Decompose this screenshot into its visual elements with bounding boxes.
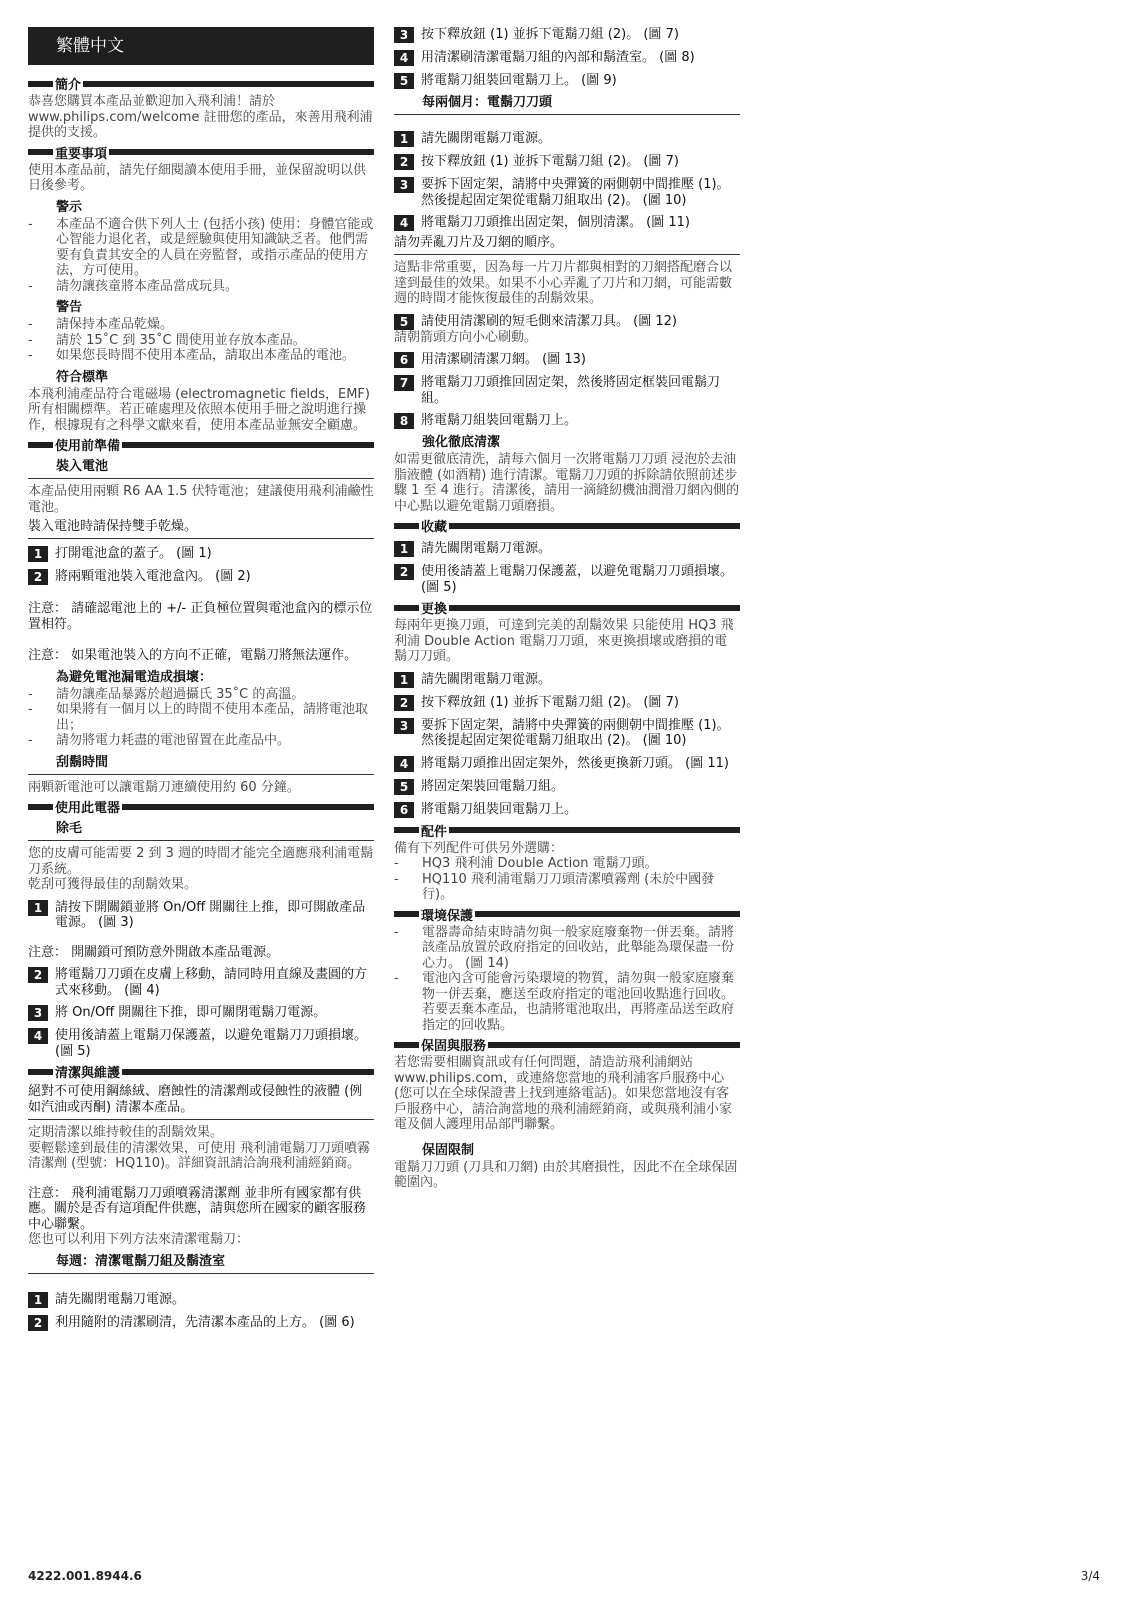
step-item: 3 要拆下固定架，請將中央彈簧的兩側朝中間推壓 (1)。然後提起固定架從電鬍刀組取出 (2)。 (圖 10)	[394, 177, 740, 208]
step-item: 5 請使用清潔刷的短毛側來清潔刀具。 (圖 12)	[394, 314, 740, 330]
shave-time-text: 兩顆新電池可以讓電鬍刀連續使用約 60 分鐘。	[28, 779, 300, 795]
danger-heading: 警示	[56, 199, 83, 215]
weekly-heading: 每週：清潔電鬍刀組及鬍渣室	[28, 1254, 374, 1274]
battery-text: 本產品使用兩顆 R6 AA 1.5 伏特電池；建議使用飛利浦鹼性電池。	[28, 484, 374, 515]
compliance-heading: 符合標準	[56, 369, 109, 385]
limits-heading: 保固限制	[422, 1142, 475, 1158]
step-item: 1 請先關閉電鬍刀電源。	[394, 541, 740, 557]
environment-list	[394, 925, 740, 1034]
step-item: 2 使用後請蓋上電鬍刀保護蓋，以避免電鬍刀刀頭損壞。 (圖 5)	[394, 564, 740, 595]
deep-clean-text: 如需更徹底清洗，請每六個月一次將電鬍刀刀頭 浸泡於去油脂液體 (如酒精) 進行清潔。電鬍刀刀頭的拆除請依照前述步驟 1 至 4 進行。清潔後，請用一滴縫紉機油潤滑刀網內側的中心點以避免電鬍刀頭磨損。	[394, 452, 740, 514]
list-item: - 請保持本產品乾燥。	[28, 317, 174, 332]
left-column	[28, 27, 374, 1335]
step-item: 2 利用隨附的清潔刷清，先清潔本產品的上方。 (圖 6)	[28, 1315, 374, 1331]
compliance-text: 本飛利浦產品符合電磁場 (electromagnetic fields，EMF) 所有相關標準。若正確處理及依照本使用手冊之說明進行操作，根據現有之科學文獻來看，使用本產品並無安全顧慮。	[28, 386, 370, 433]
step-item: 1 打開電池盒的蓋子。 (圖 1)	[28, 546, 374, 562]
note-text: 注意： 如果電池裝入的方向不正確，電鬍刀將無法運作。	[28, 648, 358, 663]
clean-text: 要輕鬆達到最佳的清潔效果，可使用 飛利浦電鬍刀刀頭噴霧清潔劑 (型號：HQ110)。詳細資訊請洽詢飛利浦經銷商。	[28, 1140, 371, 1171]
accessories-list	[394, 856, 740, 903]
step-item: 4 將電鬍刀刀頭推出固定架，個別清潔。 (圖 11)	[394, 215, 740, 231]
section-heading-clean: 清潔與維護	[28, 1063, 374, 1080]
document-code: 4222.001.8944.6	[28, 1569, 142, 1583]
step-item: 1 請先關閉電鬍刀電源。	[28, 1292, 374, 1308]
caution-list	[28, 317, 374, 364]
list-item: - 請於 15˚C 到 35˚C 間使用並存放本產品。	[28, 332, 306, 348]
danger-list	[28, 217, 374, 295]
clean-text: 您也可以利用下列方法來清潔電鬍刀：	[28, 1232, 250, 1247]
clean-warning: 絕對不可使用鋼絲絨、磨蝕性的清潔劑或侵蝕性的液體 (例如汽油或丙酮) 清潔本產品。	[28, 1084, 374, 1120]
section-heading-warranty: 保固與服務	[394, 1036, 740, 1053]
right-column	[394, 27, 740, 1194]
step-item: 6 將電鬍刀組裝回電鬍刀上。	[394, 802, 740, 818]
dry-hands-warning: 裝入電池時請保持雙手乾燥。	[28, 519, 374, 539]
shaving-heading: 除毛	[28, 821, 374, 841]
section-heading-accessories: 配件	[394, 822, 740, 839]
step-item: 8 將電鬍刀組裝回電鬍刀上。	[394, 413, 740, 429]
deep-clean-heading: 強化徹底清潔	[422, 435, 501, 450]
list-item: - HQ3 飛利浦 Double Action 電鬍刀頭。	[394, 856, 658, 871]
intro-text: 恭喜您購買本產品並歡迎加入飛利浦！請於 www.philips.com/welcome 註冊您的產品，來善用飛利浦提供的支援。	[28, 94, 373, 140]
step-item: 1 請按下開關鎖並將 On/Off 開關往上推，即可開啟產品電源。 (圖 3)	[28, 900, 374, 931]
bimonthly-heading: 每兩個月：電鬍刀刀頭	[394, 95, 740, 115]
section-heading-environment: 環境保護	[394, 906, 740, 923]
accessories-text: 備有下列配件可供另外選購：	[394, 840, 564, 856]
section-heading-intro: 簡介	[28, 75, 374, 92]
step-item: 4 用清潔刷清潔電鬍刀組的內部和鬍渣室。 (圖 8)	[394, 50, 740, 66]
list-item: - 請勿讓孩童將本產品當成玩具。	[28, 278, 239, 294]
note-text: 注意： 請確認電池上的 +/- 正負極位置與電池盒內的標示位置相符。	[28, 601, 373, 632]
step-item: 2 按下釋放鈕 (1) 並拆下電鬍刀組 (2)。 (圖 7)	[394, 695, 740, 711]
shaving-text: 乾刮可獲得最佳的刮鬍效果。	[28, 877, 198, 892]
list-item: - 如果您長時間不使用本產品，請取出本產品的電池。	[28, 348, 356, 363]
leak-heading: 為避免電池漏電造成損壞：	[56, 669, 213, 685]
note-text: 注意： 飛利浦電鬍刀刀頭噴霧清潔劑 並非所有國家都有供應。關於是否有這項配件供應，請與您所在國家的顧客服務中心聯繫。	[28, 1185, 367, 1232]
limits-text: 電鬍刀刀頭 (刀具和刀網) 由於其磨損性，因此不在全球保固範圍內。	[394, 1159, 738, 1190]
step-item: 7 將電鬍刀刀頭推回固定架，然後將固定框裝回電鬍刀組。	[394, 375, 740, 406]
note-text: 注意： 開關鎖可預防意外開啟本產品電源。	[28, 944, 280, 960]
step-item: 1 請先關閉電鬍刀電源。	[394, 131, 740, 147]
section-heading-use: 使用此電器	[28, 798, 374, 815]
battery-heading: 裝入電池	[28, 459, 374, 479]
warranty-text: 若您需要相關資訊或有任何問題，請造訪飛利浦網站 www.philips.com，或連絡您當地的飛利浦客戶服務中心 (您可以在全球保證書上找到連絡電話)。如果您當地沒有客戶服務中心，請洽詢當地的飛利浦經銷商，或與飛利浦小家電及個人護理用品部門聯繫。	[394, 1055, 733, 1132]
section-heading-prepare: 使用前準備	[28, 436, 374, 453]
list-item: - 請勿將電力耗盡的電池留置在此產品中。	[28, 733, 291, 748]
section-heading-storage: 收藏	[394, 517, 740, 534]
step-item: 4 將電鬍刀頭推出固定架外，然後更換新刀頭。 (圖 11)	[394, 756, 740, 772]
step-item: 2 將兩顆電池裝入電池盒內。 (圖 2)	[28, 569, 374, 585]
step-item: 3 按下釋放鈕 (1) 並拆下電鬍刀組 (2)。 (圖 7)	[394, 27, 740, 43]
step-item: 3 將 On/Off 開關往下推，即可關閉電鬍刀電源。	[28, 1005, 374, 1021]
section-heading-replace: 更換	[394, 599, 740, 616]
order-warning: 請勿弄亂刀片及刀網的順序。	[394, 235, 740, 255]
step-item: 1 請先關閉電鬍刀電源。	[394, 672, 740, 688]
step-item: 5 將固定架裝回電鬍刀組。	[394, 779, 740, 795]
step-item: 6 用清潔刷清潔刀網。 (圖 13)	[394, 352, 740, 368]
arrow-text: 請朝箭頭方向小心刷動。	[394, 329, 538, 345]
step-item: 5 將電鬍刀組裝回電鬍刀上。 (圖 9)	[394, 73, 740, 89]
clean-text: 定期清潔以維持較佳的刮鬍效果。	[28, 1125, 224, 1140]
replace-text: 每兩年更換刀頭，可達到完美的刮鬍效果 只能使用 HQ3 飛利浦 Double Action 電鬍刀刀頭，來更換損壞或磨損的電鬍刀刀頭。	[394, 618, 734, 664]
important-text: 使用本產品前，請先仔細閱讀本使用手冊，並保留說明以供日後參考。	[28, 162, 367, 193]
list-item: - 請勿讓產品暴露於超過攝氏 35˚C 的高溫。	[28, 686, 305, 702]
page-number: 3/4	[1080, 1569, 1100, 1583]
list-item: - 如果將有一個月以上的時間不使用本產品，請將電池取出；	[28, 702, 369, 733]
caution-heading: 警告	[56, 300, 83, 315]
step-item: 2 按下釋放鈕 (1) 並拆下電鬍刀組 (2)。 (圖 7)	[394, 154, 740, 170]
section-heading-important: 重要事項	[28, 144, 374, 161]
order-text: 這點非常重要，因為每一片刀片都與相對的刀網搭配磨合以達到最佳的效果。如果不小心弄亂了刀片和刀網，可能需數週的時間才能恢復最佳的刮鬍效果。	[394, 260, 733, 306]
language-banner: 繁體中文	[28, 27, 374, 65]
list-item: - HQ110 飛利浦電鬍刀刀頭清潔噴霧劑 (未於中國發行)。	[394, 871, 715, 902]
leak-list	[28, 687, 374, 749]
step-item: 4 使用後請蓋上電鬍刀保護蓋，以避免電鬍刀刀頭損壞。 (圖 5)	[28, 1028, 374, 1059]
list-item: - 電池內含可能會污染環境的物質，請勿與一般家庭廢棄物一併丟棄，應送至政府指定的電池回收點進行回收。若要丟棄本產品，也請將電池取出，再將產品送至政府指定的回收點。	[394, 971, 735, 1033]
step-item: 2 將電鬍刀刀頭在皮膚上移動，請同時用直線及畫圓的方式來移動。 (圖 4)	[28, 967, 374, 998]
shaving-text: 您的皮膚可能需要 2 到 3 週的時間才能完全適應飛利浦電鬍刀系統。	[28, 846, 374, 877]
list-item: - 本產品不適合供下列人士 (包括小孩) 使用：身體官能或心智能力退化者，或是經驗與使用知識缺乏者。他們需要有負責其安全的人員在旁監督，或指示產品的使用方法，方可使用。	[28, 216, 374, 278]
list-item: - 電器壽命結束時請勿與一般家庭廢棄物一併丟棄。請將該產品放置於政府指定的回收站，此舉能為環保盡一份心力。 (圖 14)	[394, 924, 735, 971]
step-item: 3 要拆下固定架，請將中央彈簧的兩側朝中間推壓 (1)。然後提起固定架從電鬍刀組取出 (2)。 (圖 10)	[394, 718, 740, 749]
shave-time-heading: 刮鬍時間	[28, 755, 374, 775]
